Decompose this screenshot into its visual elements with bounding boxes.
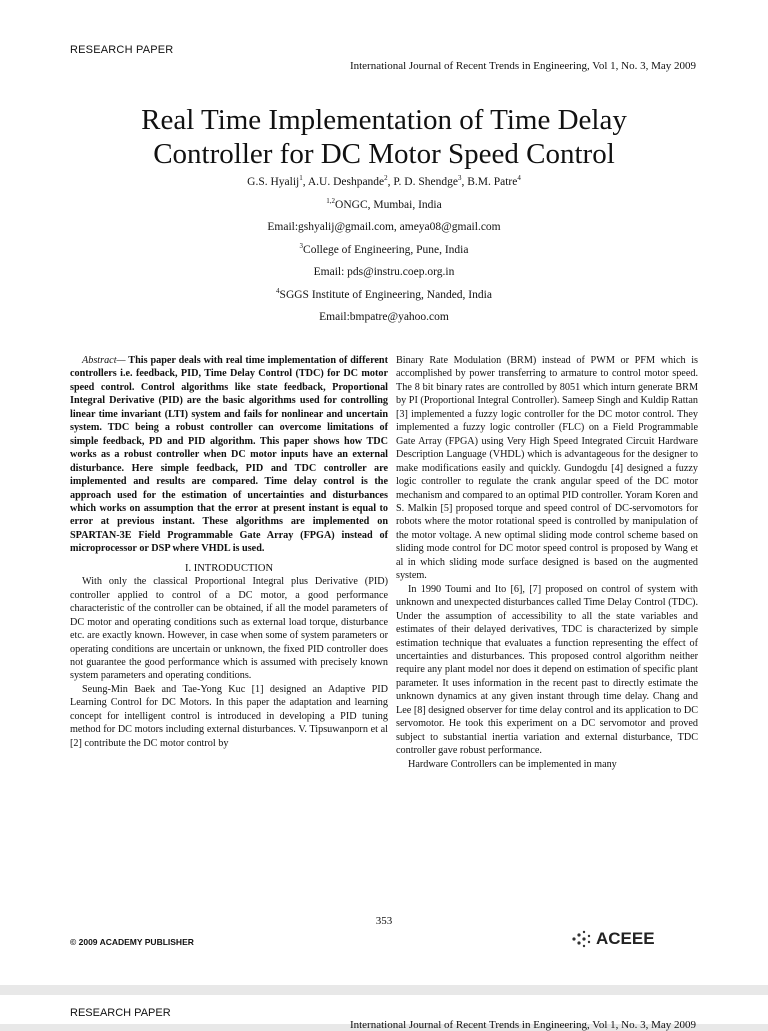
author-block bbox=[0, 171, 768, 329]
right-paragraph-3: Hardware Controllers can be implemented in many bbox=[408, 758, 617, 770]
abstract-text: This paper deals with real time implementation of different controllers i.e. feedback, PID, Time Delay Control (TDC) for DC motor speed control. Control algorithms like state feedback, Proportional Integral Derivative (PID) are the basic algorithms used for controlling linear time invariant (LTI) system and fails for nonlinear and uncertain system. TDC being a robust controller can overcome limitations of simple feedback, PD and PID algorithm. This paper shows how TDC works as a robust controller when DC motor inputs have an external disturbance. Here simple feedback, PID and TDC controller are implemented and results are compared. Time delay control is the approach used for the estimation of uncertainties and disturbances which works on assumption that the error at present instant is equal to error at previous instant. These algorithms are implemented on SPARTAN-3E Field Programmable Gate Array (FPGA) instead of microprocessor or DSP where VHDL is used. bbox=[70, 355, 388, 555]
journal-citation: International Journal of Recent Trends in Engineering, Vol 1, No. 3, May 2009 bbox=[349, 1019, 696, 1031]
next-page-top bbox=[0, 995, 768, 1031]
copyright-notice: © 2009 ACADEMY PUBLISHER bbox=[70, 937, 194, 947]
page-number: 353 bbox=[375, 915, 393, 927]
affiliation-text: ONGC, Mumbai, India bbox=[335, 198, 442, 211]
logo-mark-icon bbox=[570, 930, 594, 948]
right-paragraph-2: In 1990 Toumi and Ito [6], [7] proposed on control of system with unknown and unexpected disturbances called Time Delay Control (TDC). Under the assumption of accessibility to all the state variables and estimates of their delayed derivatives, TDC is characterized by simple estimation technique that evaluates a function representing the effect of uncertainties and disturbances. This proposed control algorithm neither require any plant model nor does it depend on estimation of specific plant parameter. It uses information in the recent past to directly estimate the unknown dynamics at any given instant through time delay. Chang and Lee [8] designed observer for time delay control and its application to DC servomotor. He took this experiment on a DC servomotor and proved subject to substantial inertia variation and external disturbance, TDC controller gave robust performance. bbox=[396, 583, 698, 757]
section-heading-introduction: I. INTRODUCTION bbox=[184, 562, 274, 574]
left-column bbox=[70, 354, 388, 750]
author-name: , B.M. Patre bbox=[461, 176, 518, 188]
author-sup: 4 bbox=[517, 174, 521, 183]
author-line bbox=[0, 171, 768, 194]
author-name: G.S. Hyalij bbox=[247, 176, 300, 188]
affiliation-1 bbox=[0, 194, 768, 217]
intro-paragraph-1: With only the classical Proportional Integral plus Derivative (PID) controller applied to control of a DC motor, a good performance characteristic of the controller can be obtained, if all the model parameters of DC motor and operating conditions such as external load torque, disturbance etc. are exactly known. However, in case when some of system parameters or operating conditions are uncertain or unknown, the fixed PID controller does not guarantee the good performance which is assumed with precisely known system parameters and operating conditions. bbox=[70, 576, 388, 682]
affiliation-sup: 4 bbox=[276, 286, 280, 295]
author-name: , A.U. Deshpande bbox=[302, 176, 385, 188]
affiliation-sup: 3 bbox=[299, 241, 304, 250]
title-line-1: Real Time Implementation of Time Delay bbox=[141, 104, 627, 136]
email-1: Email:gshyalij@gmail.com, ameya08@gmail.com bbox=[267, 221, 501, 233]
paper-title bbox=[0, 103, 768, 171]
right-paragraph-1: Binary Rate Modulation (BRM) instead of PWM or PFM which is accomplished by power transferring to armature to control motor speed. The 8 bit binary rates are controlled by 8051 which inturn generate BRM by PI (Proportional Integral Controller). Sameep Singh and Kuldip Rattan [3] implemented a fuzzy logic controller for the DC motor control. They implemented a fuzzy logic controller (FLC) on a Field Programmable Gate Array (FPGA) using Very High Speed Integrated Circuit Hardware Description Language (VHDL) which is advantageous for the designer to make modifications easily and quickly. Gundogdu [4] designed a fuzzy logic controller to regulate the crank angular speed of the DC motor mechanism and compared to an optimal PID controller. Yoram Koren and S. Malkin [5] proposed torque and speed control of DC-servomotors for robots where the motor rotational speed is controlled by manipulation of the motor voltage. A new optimal sliding mode control scheme based on sliding mode control for DC motor speed control is proposed by Wang et al in which sliding mode surface designed is based on the augmented system. bbox=[396, 355, 698, 582]
author-sup: 1 bbox=[299, 174, 303, 183]
research-paper-label: RESEARCH PAPER bbox=[70, 1007, 171, 1019]
email-3: Email:bmpatre@yahoo.com bbox=[319, 311, 449, 323]
affiliation-sup: 1,2 bbox=[326, 196, 336, 205]
research-paper-label: RESEARCH PAPER bbox=[70, 44, 174, 56]
abstract-label: Abstract— bbox=[82, 355, 126, 366]
email-2: Email: pds@instru.coep.org.in bbox=[313, 266, 455, 278]
affiliation-text: SGGS Institute of Engineering, Nanded, India bbox=[279, 288, 492, 301]
journal-citation: International Journal of Recent Trends in Engineering, Vol 1, No. 3, May 2009 bbox=[349, 60, 696, 72]
aceee-logo bbox=[570, 929, 655, 949]
affiliation-3 bbox=[0, 284, 768, 307]
author-sup: 3 bbox=[457, 174, 462, 183]
right-column bbox=[396, 354, 698, 771]
author-sup: 2 bbox=[384, 174, 388, 183]
logo-text: ACEEE bbox=[596, 929, 655, 948]
intro-paragraph-2: Seung-Min Baek and Tae-Yong Kuc [1] designed an Adaptive PID Learning Control for DC Motors. In this paper the adaptation and learning concept for intelligent control is introduced in developing a PID tuning method for DC motors including external disturbances. V. Tipsuwanporn et al [2] contribute the DC motor control by bbox=[70, 683, 388, 749]
abstract bbox=[70, 354, 388, 556]
affiliation-text: College of Engineering, Pune, India bbox=[303, 243, 469, 256]
author-name: , P. D. Shendge bbox=[387, 176, 458, 188]
title-line-2: Controller for DC Motor Speed Control bbox=[153, 138, 615, 170]
affiliation-2 bbox=[0, 239, 768, 262]
